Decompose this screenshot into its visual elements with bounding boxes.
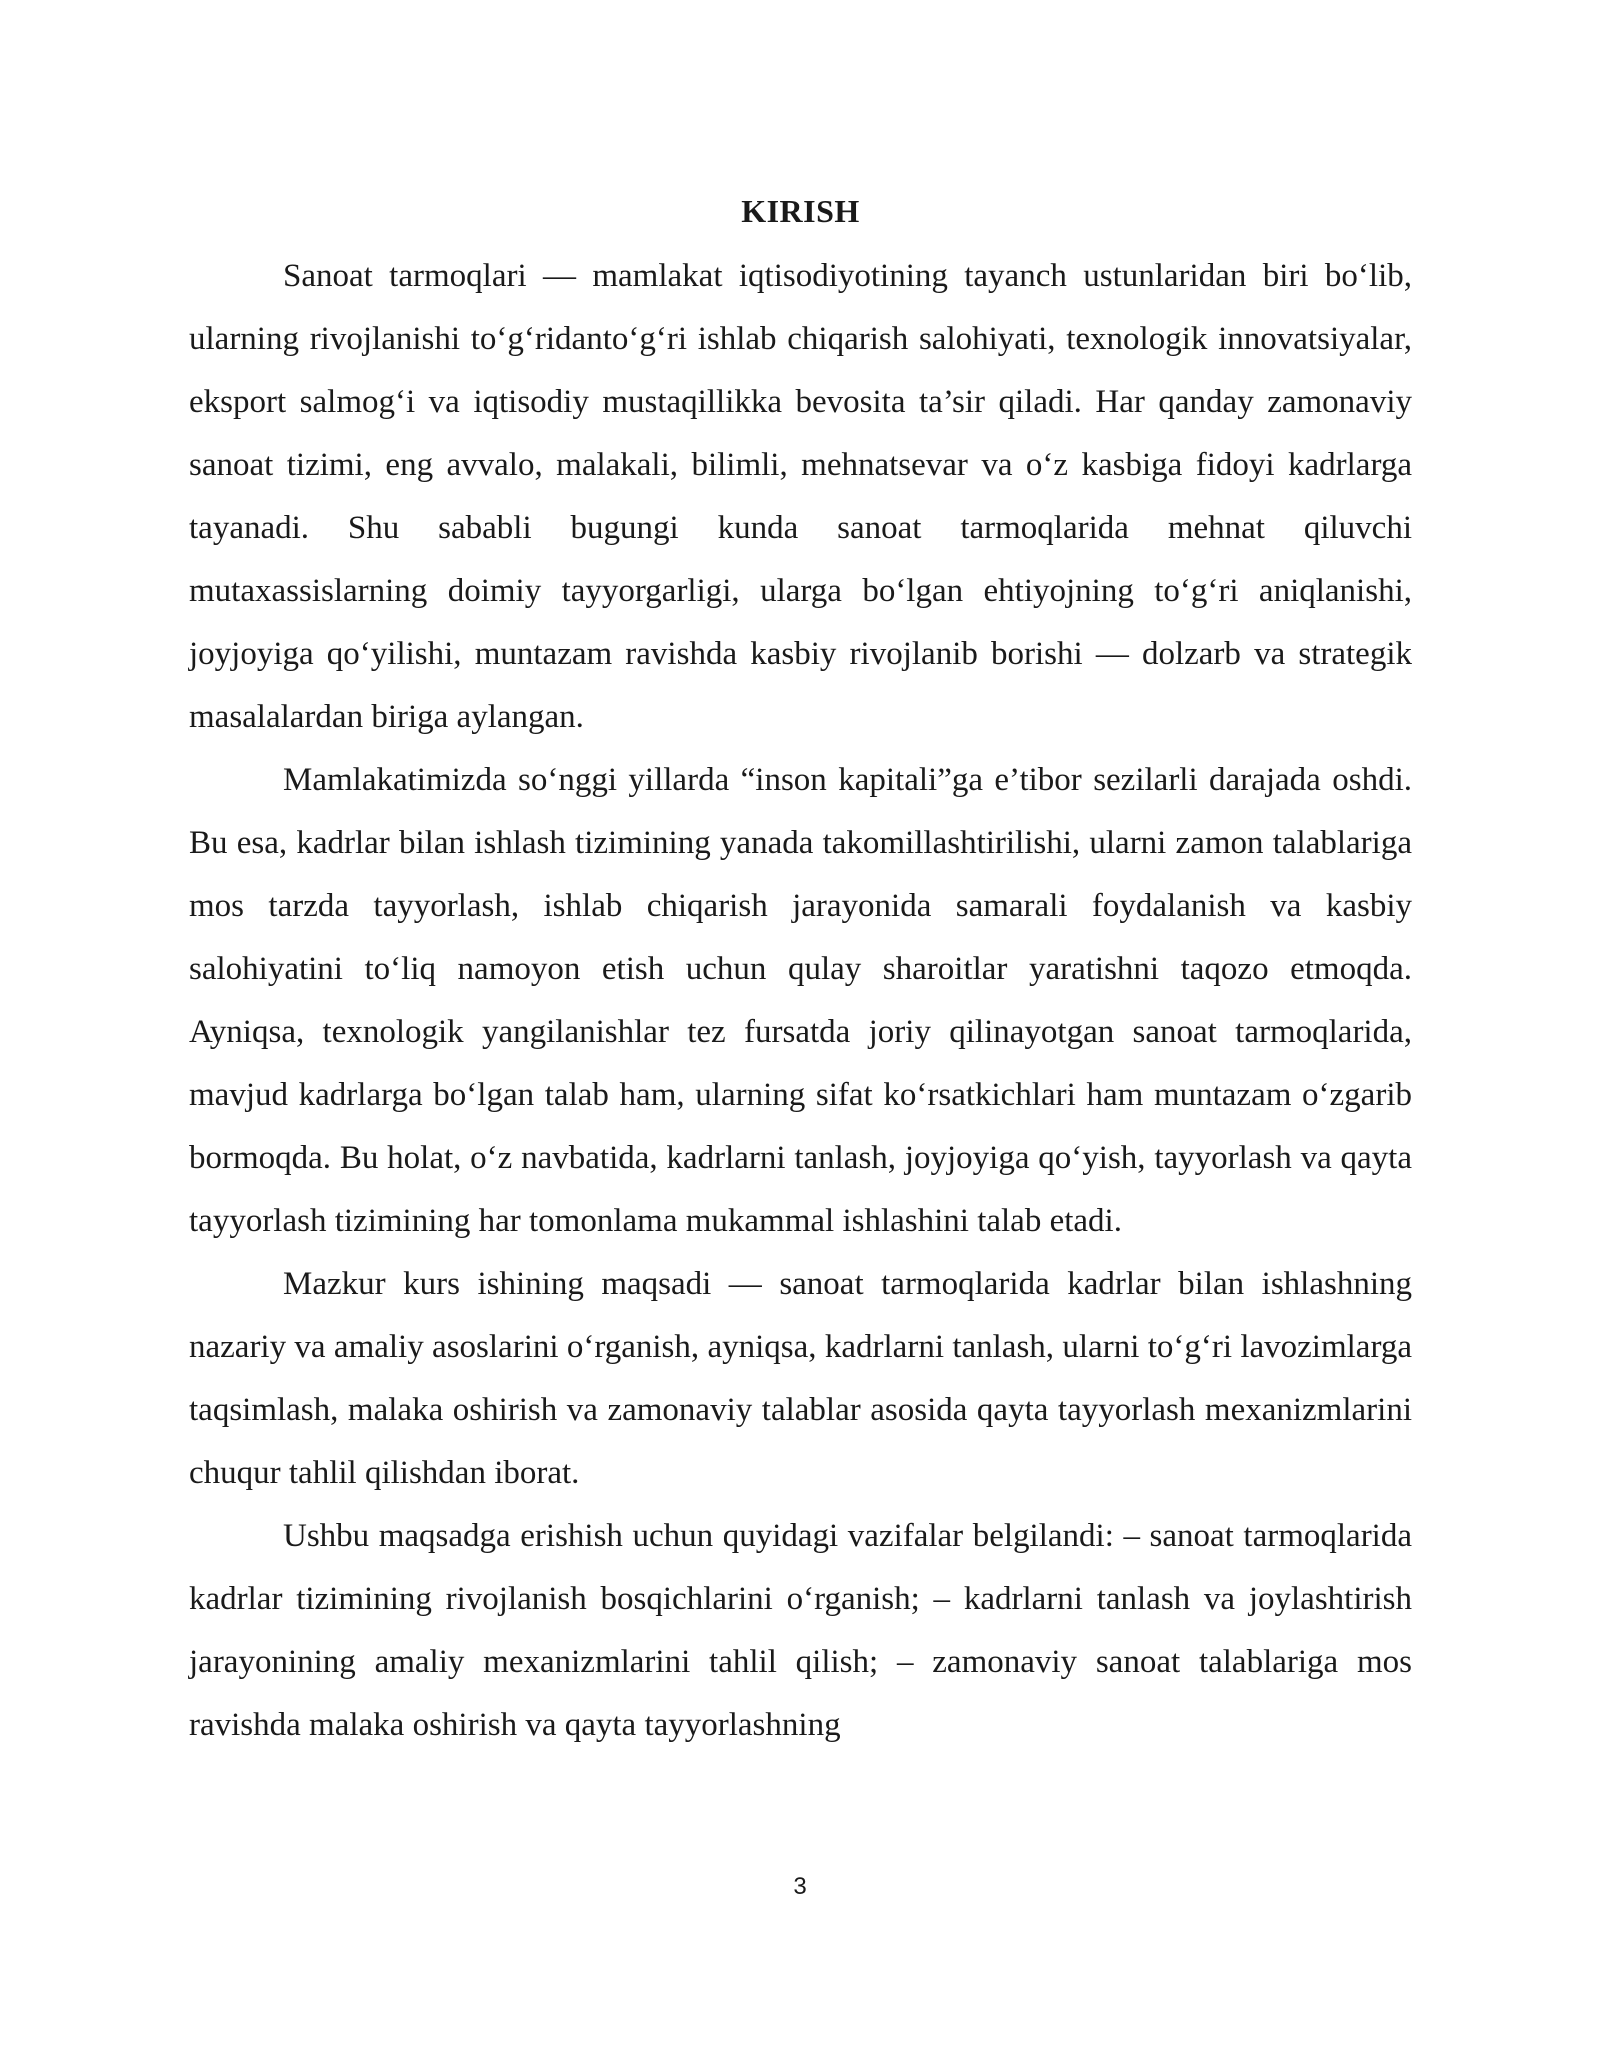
paragraph-tasks: Ushbu maqsadga erishish uchun quyidagi vazifalar belgilandi: – sanoat tarmoqlarida kadrlar tizimining rivojlanish bosqichlarini o‘rganish; – kadrlarni tanlash va joylashtirish jarayonining amaliy mexanizmlarini tahlil qilish; – zamonaviy sanoat talablariga mos ravishda malaka oshirish va qayta tayyorlashning: [189, 1518, 1412, 1743]
page-content: [189, 183, 1412, 1757]
page-number: 3: [793, 1873, 807, 1900]
paragraph-human-capital: Mamlakatimizda so‘nggi yillarda “inson kapitali”ga e’tibor sezilarli darajada oshdi. Bu esa, kadrlar bilan ishlash tizimining yanada takomillashtirilishi, ularni zamon talablariga mos tarzda tayyorlash, ishlab chiqarish jarayonida samarali foydalanish va kasbiy salohiyatini to‘liq namoyon etish uchun qulay sharoitlar yaratishni taqozo etmoqda. Ayniqsa, texnologik yangilanishlar tez fursatda joriy qilinayotgan sanoat tarmoqlarida, mavjud kadrlarga bo‘lgan talab ham, ularning sifat ko‘rsatkichlari ham muntazam o‘zgarib bormoqda. Bu holat, o‘z navbatida, kadrlarni tanlash, joyjoyiga qo‘yish, tayyorlash va qayta tayyorlash tizimining har tomonlama mukammal ishlashini talab etadi.: [189, 762, 1412, 1239]
paragraph-goal: Mazkur kurs ishining maqsadi — sanoat tarmoqlarida kadrlar bilan ishlashning nazariy va amaliy asoslarini o‘rganish, ayniqsa, kadrlarni tanlash, ularni to‘g‘ri lavozimlarga taqsimlash, malaka oshirish va zamonaviy talablar asosida qayta tayyorlash mexanizmlarini chuqur tahlil qilishdan iborat.: [189, 1266, 1412, 1491]
paragraph-intro: Sanoat tarmoqlari — mamlakat iqtisodiyotining tayanch ustunlaridan biri bo‘lib, ularning rivojlanishi to‘g‘ridanto‘g‘ri ishlab chiqarish salohiyati, texnologik innovatsiyalar, eksport salmog‘i va iqtisodiy mustaqillikka bevosita ta’sir qiladi. Har qanday zamonaviy sanoat tizimi, eng avvalo, malakali, bilimli, mehnatsevar va o‘z kasbiga fidoyi kadrlarga tayanadi. Shu sababli bugungi kunda sanoat tarmoqlarida mehnat qiluvchi mutaxassislarning doimiy tayyorgarligi, ularga bo‘lgan ehtiyojning to‘g‘ri aniqlanishi, joyjoyiga qo‘yilishi, muntazam ravishda kasbiy rivojlanib borishi — dolzarb va strategik masalalardan biriga aylangan.: [189, 258, 1412, 735]
section-heading: KIRISH: [741, 193, 860, 229]
